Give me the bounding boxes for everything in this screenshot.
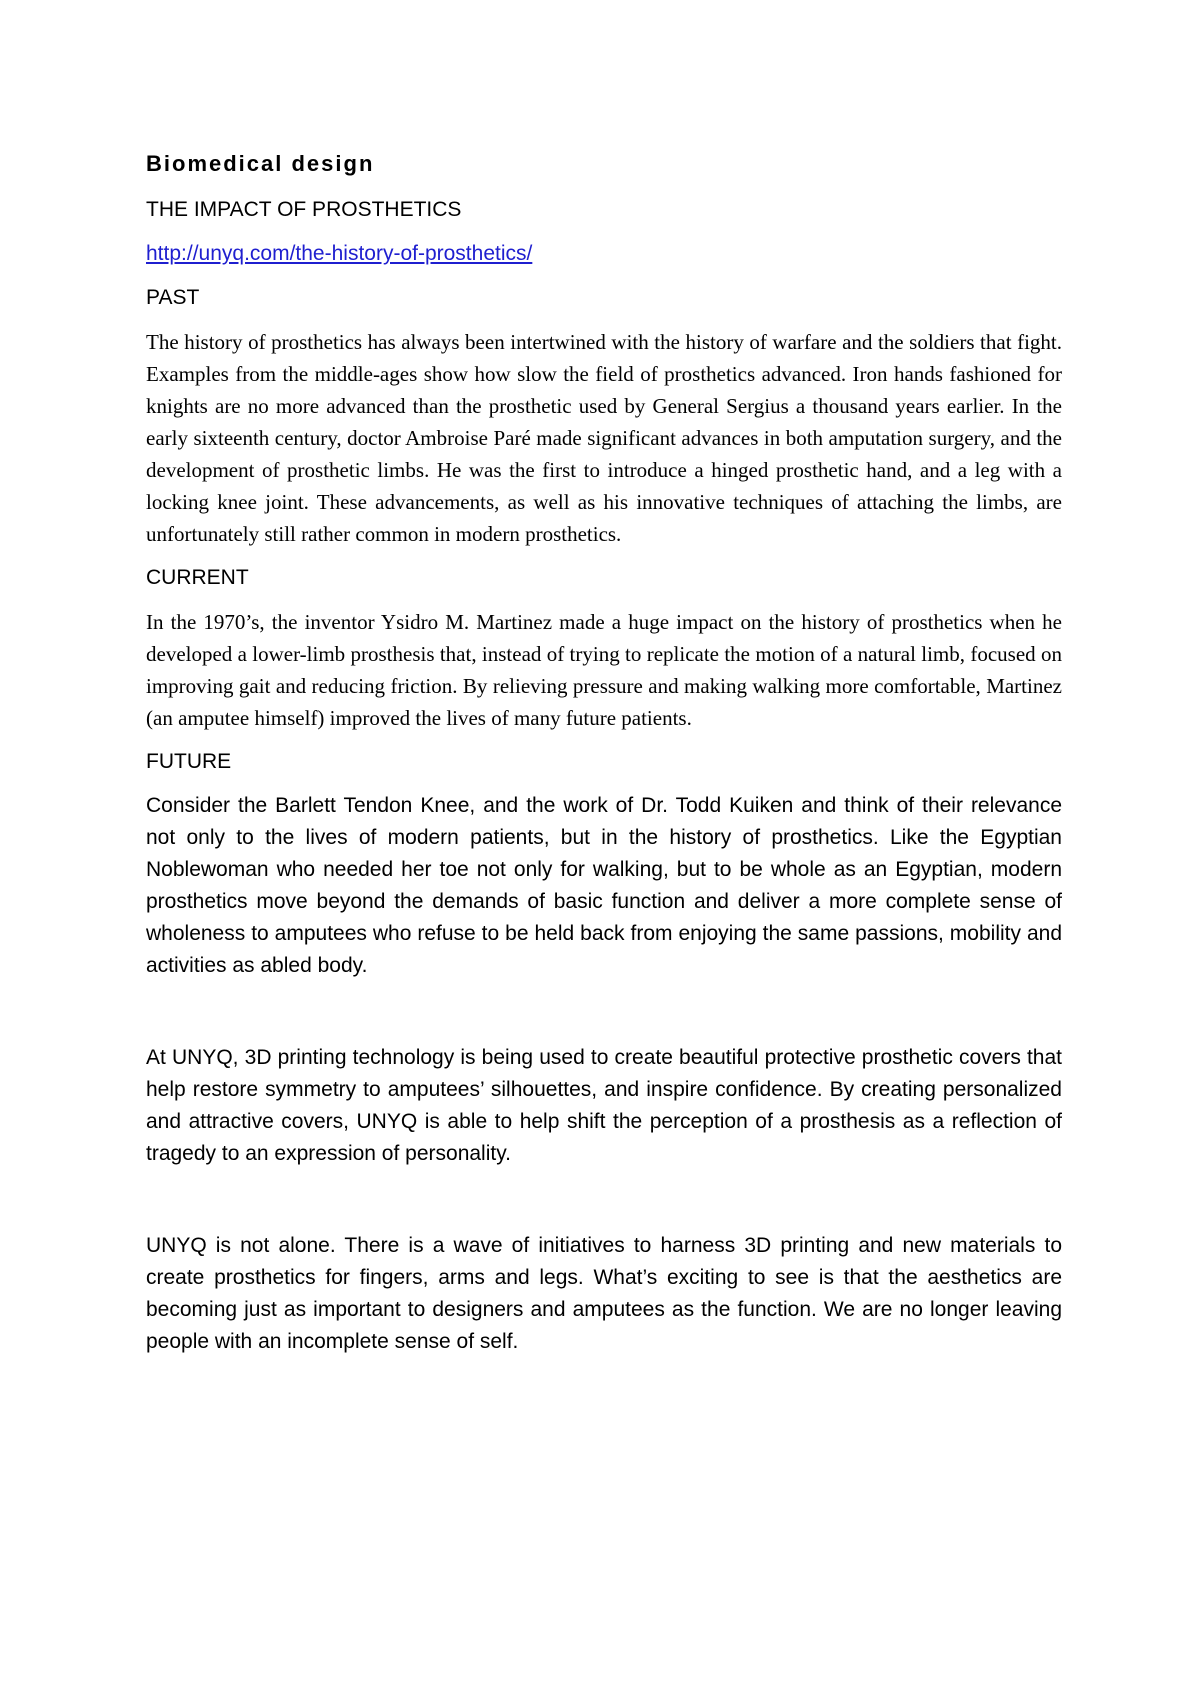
document-title: Biomedical design: [146, 151, 375, 176]
section-heading-past: PAST: [146, 286, 200, 309]
current-paragraph: In the 1970’s, the inventor Ysidro M. Martinez made a huge impact on the history of prosthetics when he developed a lower-limb prosthesis that, instead of trying to replicate the motion of a natural limb, focused on improving gait and reducing friction. By relieving pressure and making walking more comfortable, Martinez (an amputee himself) improved the lives of many future patients.: [146, 610, 1062, 730]
future-paragraph-2: At UNYQ, 3D printing technology is being used to create beautiful protective prosthetic covers that help restore symmetry to amputees’ silhouettes, and inspire confidence. By creating personalized and attractive covers, UNYQ is able to help shift the perception of a prosthesis as a reflection of tragedy to an expression of personality.: [146, 1046, 1062, 1165]
source-link[interactable]: http://unyq.com/the-history-of-prosthetics/: [146, 242, 533, 265]
section-heading-current: CURRENT: [146, 566, 249, 589]
section-heading-future: FUTURE: [146, 750, 232, 773]
document-subtitle: THE IMPACT OF PROSTHETICS: [146, 198, 462, 221]
paragraph-spacer: [146, 996, 1062, 1042]
paragraph-spacer: [146, 1184, 1062, 1230]
document-page: [146, 150, 1062, 1372]
future-paragraph-3: UNYQ is not alone. There is a wave of initiatives to harness 3D printing and new materials to create prosthetics for fingers, arms and legs. What’s exciting to see is that the aesthetics are becoming just as important to designers and amputees as the function. We are no longer leaving people with an incomplete sense of self.: [146, 1234, 1062, 1353]
source-link-line: [146, 240, 1062, 268]
future-paragraph-1: Consider the Barlett Tendon Knee, and the work of Dr. Todd Kuiken and think of their relevance not only to the lives of modern patients, but in the history of prosthetics. Like the Egyptian Noblewoman who needed her toe not only for walking, but to be whole as an Egyptian, modern prosthetics move beyond the demands of basic function and deliver a more complete sense of wholeness to amputees who refuse to be held back from enjoying the same passions, mobility and activities as abled body.: [146, 794, 1062, 977]
past-paragraph: The history of prosthetics has always been intertwined with the history of warfare and the soldiers that fight. Examples from the middle-ages show how slow the field of prosthetics advanced. Iron hands fashioned for knights are no more advanced than the prosthetic used by General Sergius a thousand years earlier. In the early sixteenth century, doctor Ambroise Paré made significant advances in both amputation surgery, and the development of prosthetic limbs. He was the first to introduce a hinged prosthetic hand, and a leg with a locking knee joint. These advancements, as well as his innovative techniques of attaching the limbs, are unfortunately still rather common in modern prosthetics.: [146, 330, 1062, 546]
